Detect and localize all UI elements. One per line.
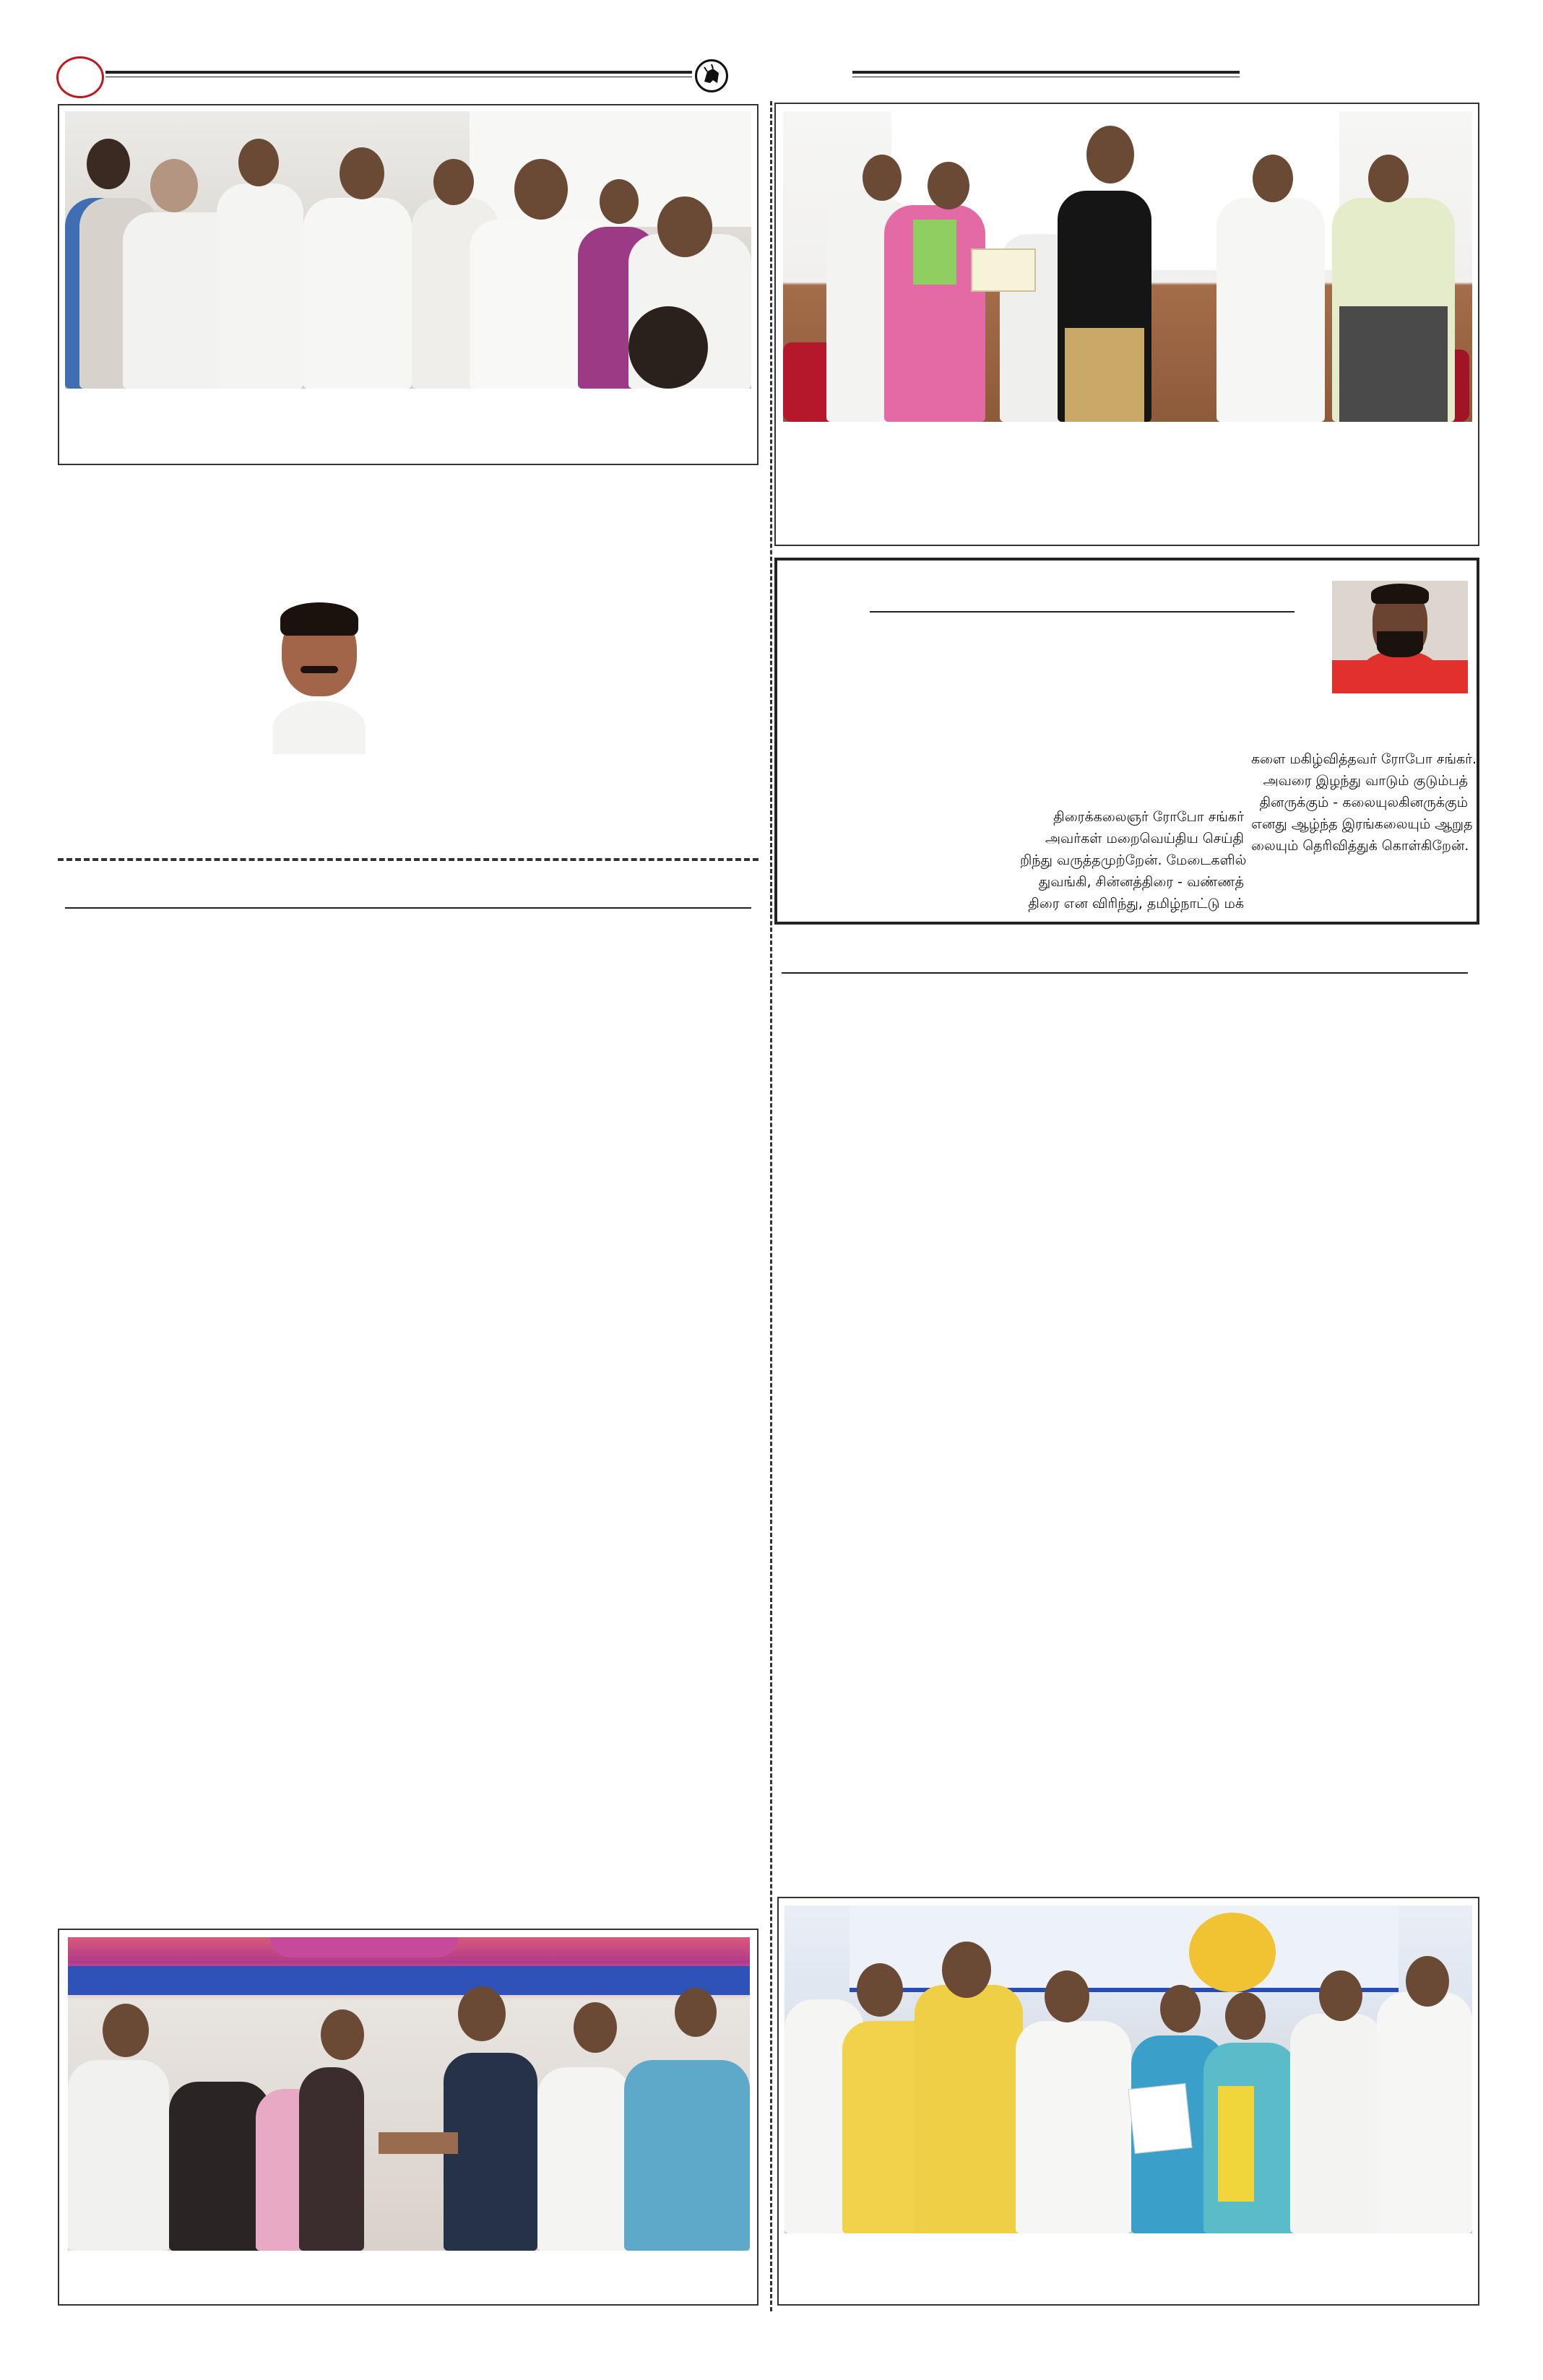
obit-right-line-5: லையும் தெரிவித்துக் கொள்கிறேன். <box>1251 838 1469 854</box>
photo-ceremony-certificates <box>68 1937 750 2251</box>
column-divider <box>770 101 772 2311</box>
obit-left-line-5: திரை என விரிந்து, தமிழ்நாட்டு மக் <box>1028 896 1244 912</box>
obit-left-line-4: துவங்கி, சின்னத்திரை - வண்ணத் <box>1038 874 1244 890</box>
section-rule-left <box>65 907 751 909</box>
header-rule-left <box>105 71 692 74</box>
obit-left-line-3: றிந்து வருத்தமுற்றேன். மேடைகளில் <box>1020 852 1247 868</box>
obit-right-line-4: எனது ஆழ்ந்த இரங்கலையும் ஆறுத <box>1251 816 1473 832</box>
section-rule-right <box>782 972 1468 974</box>
photo-frame-welfare <box>777 1897 1479 2306</box>
photo-frame-award <box>774 103 1479 546</box>
photo-award-presentation <box>783 111 1472 422</box>
obit-right-line-2: அவரை இழந்து வாடும் குடும்பத் <box>1263 773 1468 789</box>
portrait-left <box>267 600 371 754</box>
photo-welfare-distribution <box>785 1905 1472 2233</box>
header-rule-right <box>852 71 1240 74</box>
obit-left-line-1: திரைக்கலைஞர் ரோபோ சங்கர் <box>1053 809 1244 825</box>
obit-right-line-1: களை மகிழ்வித்தவர் ரோபோ சங்கர். <box>1251 751 1477 767</box>
party-logo-icon <box>695 59 728 92</box>
section-divider-left <box>58 858 758 861</box>
page-number-circle <box>56 56 104 98</box>
photo-officials-meeting <box>65 111 751 389</box>
obit-left-line-2: அவர்கள் மறைவெய்திய செய்தி <box>1045 831 1244 847</box>
obit-right-line-3: தினருக்கும் - கலையுலகினருக்கும் <box>1259 795 1468 810</box>
obituary-text-right <box>1251 748 1477 857</box>
obituary-box <box>774 558 1479 925</box>
obituary-title-rule <box>870 611 1295 613</box>
obituary-text-left <box>1020 806 1247 914</box>
photo-frame-officials <box>58 104 758 465</box>
obituary-portrait <box>1332 581 1468 693</box>
photo-frame-ceremony-left <box>58 1929 758 2306</box>
